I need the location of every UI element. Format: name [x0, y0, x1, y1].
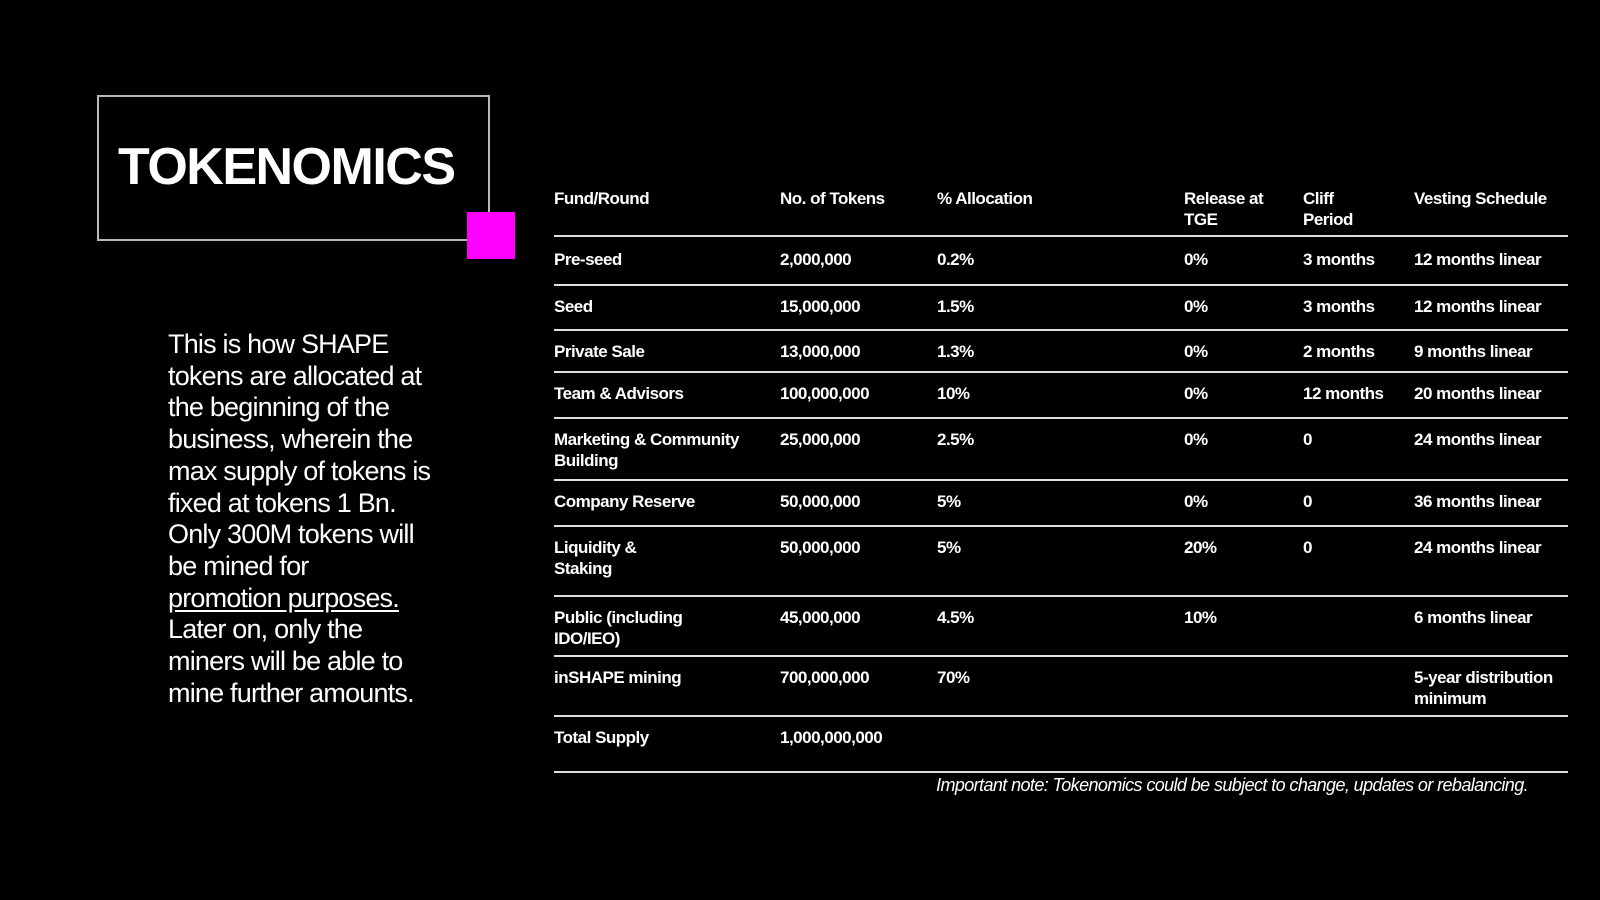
cell-allocation — [937, 716, 1184, 772]
table-row — [554, 330, 1568, 372]
cell-tokens: 700,000,000 — [780, 668, 870, 687]
intro-line: max supply of tokens is — [168, 455, 431, 486]
intro-line: Only 300M tokens will — [168, 519, 414, 550]
cell-fund: Company Reserve — [554, 492, 695, 511]
cell-fund: Total Supply — [554, 728, 649, 747]
accent-square — [467, 212, 515, 259]
intro-paragraph — [168, 329, 468, 709]
cell-vesting — [1414, 716, 1568, 772]
cell-cliff: 0 — [1303, 538, 1312, 557]
cell-fund: Pre-seed — [554, 250, 622, 269]
cell-allocation: 2.5% — [937, 430, 974, 449]
cell-tokens: 15,000,000 — [780, 297, 861, 316]
cell-tokens: 2,000,000 — [780, 250, 852, 269]
cell-fund: inSHAPE mining — [554, 668, 682, 687]
cell-cliff: 0 — [1303, 430, 1312, 449]
table-header-row — [554, 188, 1568, 236]
table-row — [554, 480, 1568, 526]
cell-cliff: 3 months — [1303, 297, 1375, 316]
cell-allocation: 70% — [937, 668, 970, 687]
cell-allocation: 1.3% — [937, 342, 974, 361]
cell-tokens: 45,000,000 — [780, 608, 861, 627]
table-row — [554, 418, 1568, 480]
cell-cliff: 2 months — [1303, 342, 1375, 361]
cell-release: 0% — [1184, 384, 1208, 403]
intro-line: tokens are allocated at — [168, 360, 422, 391]
cell-fund: Marketing & Community Building — [554, 430, 740, 470]
table-row — [554, 656, 1568, 716]
cell-fund: Liquidity & Staking — [554, 538, 637, 578]
intro-line: Later on, only the — [168, 614, 363, 645]
cell-allocation: 1.5% — [937, 297, 974, 316]
cell-release: 20% — [1184, 538, 1217, 557]
cell-fund: Team & Advisors — [554, 384, 684, 403]
table-row — [554, 526, 1568, 596]
cell-vesting: 5-year distribution minimum — [1414, 668, 1553, 708]
cell-tokens: 1,000,000,000 — [780, 728, 883, 747]
cell-tokens: 50,000,000 — [780, 538, 861, 557]
intro-line: be mined for — [168, 550, 309, 581]
cell-allocation: 5% — [937, 492, 961, 511]
header-cliff: Cliff Period — [1303, 189, 1353, 229]
intro-line: business, wherein the — [168, 424, 413, 455]
cell-vesting: 20 months linear — [1414, 384, 1542, 403]
header-fund: Fund/Round — [554, 189, 650, 208]
cell-vesting: 36 months linear — [1414, 492, 1542, 511]
intro-line: mine further amounts. — [168, 677, 414, 708]
intro-line: the beginning of the — [168, 392, 390, 423]
cell-release: 0% — [1184, 492, 1208, 511]
cell-allocation: 5% — [937, 538, 961, 557]
cell-cliff — [1303, 716, 1414, 772]
cell-fund: Public (including IDO/IEO) — [554, 608, 683, 648]
intro-line: miners will be able to — [168, 646, 403, 677]
cell-release: 0% — [1184, 250, 1208, 269]
table-row — [554, 372, 1568, 418]
page-title: TOKENOMICS — [118, 138, 455, 196]
table-row-total — [554, 716, 1568, 772]
cell-release — [1184, 716, 1303, 772]
table-row — [554, 236, 1568, 285]
title-box — [97, 95, 490, 241]
header-release: Release at TGE — [1184, 189, 1264, 229]
cell-release: 0% — [1184, 297, 1208, 316]
cell-release: 10% — [1184, 608, 1217, 627]
cell-allocation: 10% — [937, 384, 970, 403]
cell-allocation: 0.2% — [937, 250, 974, 269]
table-row — [554, 596, 1568, 656]
disclaimer-note: Important note: Tokenomics could be subject to change, updates or rebalancing. — [936, 775, 1528, 795]
cell-cliff: 12 months — [1303, 384, 1384, 403]
header-vesting: Vesting Schedule — [1414, 189, 1547, 208]
cell-cliff: 3 months — [1303, 250, 1375, 269]
cell-vesting: 24 months linear — [1414, 538, 1542, 557]
cell-vesting: 12 months linear — [1414, 297, 1542, 316]
cell-cliff — [1303, 656, 1414, 716]
cell-fund: Seed — [554, 297, 593, 316]
cell-tokens: 25,000,000 — [780, 430, 861, 449]
cell-cliff: 0 — [1303, 492, 1312, 511]
cell-tokens: 13,000,000 — [780, 342, 861, 361]
cell-tokens: 100,000,000 — [780, 384, 870, 403]
cell-cliff — [1303, 596, 1414, 656]
cell-release — [1184, 656, 1303, 716]
tokenomics-table-wrapper — [554, 188, 1568, 773]
cell-fund: Private Sale — [554, 342, 645, 361]
cell-release: 0% — [1184, 430, 1208, 449]
cell-vesting: 24 months linear — [1414, 430, 1542, 449]
intro-line-underlined: promotion purposes. — [168, 582, 399, 613]
cell-release: 0% — [1184, 342, 1208, 361]
intro-line: This is how SHAPE — [168, 329, 389, 359]
cell-vesting: 9 months linear — [1414, 342, 1533, 361]
cell-allocation: 4.5% — [937, 608, 974, 627]
header-allocation: % Allocation — [937, 189, 1033, 208]
table-row — [554, 285, 1568, 330]
intro-line: fixed at tokens 1 Bn. — [168, 487, 396, 518]
cell-tokens: 50,000,000 — [780, 492, 861, 511]
cell-vesting: 12 months linear — [1414, 250, 1542, 269]
tokenomics-table — [554, 188, 1568, 773]
header-tokens: No. of Tokens — [780, 189, 885, 208]
cell-vesting: 6 months linear — [1414, 608, 1533, 627]
